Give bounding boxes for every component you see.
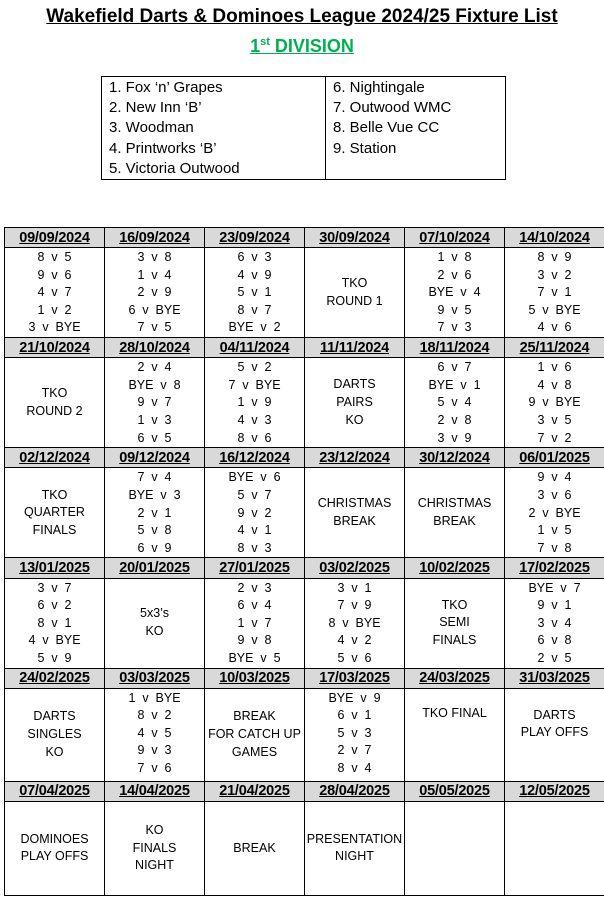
fixture-date: 03/03/2025 <box>105 668 205 688</box>
fixture-note: FOR CATCH UP <box>208 726 301 741</box>
fixture-note: TKO <box>341 275 368 290</box>
match-pairing: 1 v 8 <box>437 250 472 265</box>
fixture-row <box>5 688 604 781</box>
match-pairing: 2 v 7 <box>337 743 372 758</box>
match-pairing: 3 v 5 <box>537 412 572 427</box>
fixture-date: 18/11/2024 <box>405 338 505 358</box>
date-row <box>5 228 604 248</box>
fixture-note: CHRISTMAS <box>417 496 492 511</box>
fixture-date: 02/12/2024 <box>5 448 105 468</box>
fixture-note: 5x3’s <box>140 606 169 621</box>
fixture-date: 13/01/2025 <box>5 558 105 578</box>
match-pairing: 9 v 7 <box>137 395 172 410</box>
fixture-date: 03/02/2025 <box>305 558 405 578</box>
fixture-date: 09/12/2024 <box>105 448 205 468</box>
match-pairing: 2 v 9 <box>137 285 172 300</box>
match-pairing: 4 v 6 <box>537 320 572 335</box>
fixture-cell <box>405 688 505 781</box>
fixture-date: 11/11/2024 <box>305 338 405 358</box>
fixture-cell <box>405 801 505 895</box>
fixture-cell <box>305 358 405 448</box>
match-pairing: 5 v 6 <box>337 650 372 665</box>
fixture-note: DARTS <box>533 707 576 722</box>
match-pairing: 6 v 1 <box>337 708 372 723</box>
match-pairing: 2 v 5 <box>537 650 572 665</box>
division-heading <box>0 36 604 57</box>
fixture-cell <box>305 688 405 781</box>
fixture-date: 14/10/2024 <box>505 228 604 248</box>
match-pairing: 4 v BYE <box>28 633 81 648</box>
match-pairing: 2 v 8 <box>437 412 472 427</box>
team-item: 4. Printworks ‘B’ <box>109 139 217 157</box>
match-pairing: 4 v 1 <box>237 523 272 538</box>
match-pairing: 5 v 3 <box>337 725 372 740</box>
fixture-cell <box>505 248 604 338</box>
match-pairing: 8 v 5 <box>37 250 72 265</box>
fixture-note: FINALS <box>132 840 177 855</box>
match-pairing: 3 v 9 <box>437 430 472 445</box>
fixture-cell <box>405 248 505 338</box>
match-pairing: 6 v BYE <box>128 302 181 317</box>
fixture-date: 14/04/2025 <box>105 781 205 801</box>
date-row <box>5 558 604 578</box>
fixture-note: KO <box>145 823 164 838</box>
fixture-date: 30/12/2024 <box>405 448 505 468</box>
match-pairing: 8 v 6 <box>237 430 272 445</box>
match-pairing: 8 v BYE <box>328 615 381 630</box>
fixture-date: 28/04/2025 <box>305 781 405 801</box>
match-pairing: 3 v 2 <box>537 267 572 282</box>
fixture-date: 12/05/2025 <box>505 781 604 801</box>
match-pairing: 4 v 3 <box>237 412 272 427</box>
match-pairing: BYE v 7 <box>528 580 581 595</box>
fixture-date: 23/12/2024 <box>305 448 405 468</box>
fixture-note: KO <box>145 624 164 639</box>
match-pairing: 3 v BYE <box>28 320 81 335</box>
match-pairing: 9 v 1 <box>537 598 572 613</box>
date-row <box>5 448 604 468</box>
match-pairing: 2 v 4 <box>137 360 172 375</box>
match-pairing: 8 v 9 <box>537 250 572 265</box>
match-pairing: 1 v 6 <box>537 360 572 375</box>
fixture-note: QUARTER <box>24 505 85 520</box>
fixture-cell <box>405 578 505 668</box>
match-pairing: BYE v 1 <box>428 377 481 392</box>
fixture-note: DARTS <box>33 709 76 724</box>
fixture-note: KO <box>45 744 64 759</box>
match-pairing: 5 v 1 <box>237 285 272 300</box>
match-pairing: 5 v BYE <box>528 302 581 317</box>
match-pairing: 5 v 4 <box>437 395 472 410</box>
match-pairing: 1 v 4 <box>137 267 172 282</box>
fixture-cell <box>305 248 405 338</box>
match-pairing: 7 v 1 <box>537 285 572 300</box>
match-pairing: 4 v 8 <box>537 377 572 392</box>
fixture-date: 27/01/2025 <box>205 558 305 578</box>
match-pairing: 3 v 6 <box>537 487 572 502</box>
match-pairing: 1 v BYE <box>128 690 181 705</box>
fixture-date: 17/03/2025 <box>305 668 405 688</box>
match-pairing: 9 v 3 <box>137 743 172 758</box>
match-pairing: 3 v 4 <box>537 615 572 630</box>
fixture-note: FINALS <box>32 522 77 537</box>
match-pairing: 6 v 2 <box>37 598 72 613</box>
fixture-cell <box>505 688 604 781</box>
teams-table <box>101 76 506 180</box>
match-pairing: 7 v 4 <box>137 470 172 485</box>
match-pairing: 9 v 6 <box>37 267 72 282</box>
fixture-cell <box>205 358 305 448</box>
fixture-date: 10/02/2025 <box>405 558 505 578</box>
match-pairing: 3 v 8 <box>137 250 172 265</box>
fixture-note: BREAK <box>233 709 276 724</box>
fixture-cell <box>205 578 305 668</box>
fixture-cell <box>105 248 205 338</box>
date-row <box>5 338 604 358</box>
match-pairing: 5 v 2 <box>237 360 272 375</box>
fixture-date: 28/10/2024 <box>105 338 205 358</box>
match-pairing: BYE v 2 <box>228 320 281 335</box>
fixture-cell <box>305 468 405 558</box>
match-pairing: 4 v 9 <box>237 267 272 282</box>
fixture-row <box>5 358 604 448</box>
match-pairing: 9 v 8 <box>237 633 272 648</box>
match-pairing: 1 v 5 <box>537 523 572 538</box>
division-ordinal-suffix: st <box>260 36 270 48</box>
fixture-date: 07/04/2025 <box>5 781 105 801</box>
match-pairing: 8 v 3 <box>237 540 272 555</box>
match-pairing: 2 v 6 <box>437 267 472 282</box>
match-pairing: 7 v 2 <box>537 430 572 445</box>
match-pairing: 6 v 7 <box>437 360 472 375</box>
match-pairing: 7 v 5 <box>137 320 172 335</box>
match-pairing: BYE v 3 <box>128 487 181 502</box>
match-pairing: 7 v 8 <box>537 540 572 555</box>
match-pairing: 8 v 4 <box>337 761 372 776</box>
fixture-date: 10/03/2025 <box>205 668 305 688</box>
division-ordinal: 1 <box>250 36 261 56</box>
team-item: 9. Station <box>333 139 397 157</box>
fixture-note: ROUND 1 <box>326 293 383 308</box>
match-pairing: BYE v 9 <box>328 690 381 705</box>
fixture-note: PAIRS <box>336 394 373 409</box>
fixture-note: ROUND 2 <box>26 403 83 418</box>
fixture-note: GAMES <box>231 744 278 759</box>
fixture-note: BREAK <box>433 513 476 528</box>
match-pairing: 6 v 5 <box>137 430 172 445</box>
fixture-date: 06/01/2025 <box>505 448 604 468</box>
fixture-date: 20/01/2025 <box>105 558 205 578</box>
page-title: Wakefield Darts & Dominoes League 2024/25 Fixture List <box>46 6 558 27</box>
match-pairing: 4 v 2 <box>337 633 372 648</box>
fixture-cell <box>405 358 505 448</box>
fixture-cell <box>105 468 205 558</box>
fixture-cell <box>5 248 105 338</box>
team-item: 3. Woodman <box>109 119 194 137</box>
fixture-date: 09/09/2024 <box>5 228 105 248</box>
teams-left-column <box>102 77 326 180</box>
fixture-cell <box>305 578 405 668</box>
team-item: 5. Victoria Outwood <box>109 159 240 177</box>
fixture-cell <box>205 801 305 895</box>
match-pairing: 7 v 3 <box>437 320 472 335</box>
fixture-note: TKO <box>441 597 468 612</box>
fixture-cell <box>505 801 604 895</box>
match-pairing: BYE v 4 <box>428 285 481 300</box>
match-pairing: 2 v 1 <box>137 505 172 520</box>
match-pairing: 9 v 5 <box>437 302 472 317</box>
fixture-note: PLAY OFFS <box>520 725 589 740</box>
match-pairing: 6 v 3 <box>237 250 272 265</box>
match-pairing: BYE v 6 <box>228 470 281 485</box>
match-pairing: 1 v 3 <box>137 412 172 427</box>
fixture-cell <box>105 358 205 448</box>
fixture-date: 30/09/2024 <box>305 228 405 248</box>
fixture-cell <box>105 801 205 895</box>
fixture-cell <box>5 578 105 668</box>
fixture-cell <box>305 801 405 895</box>
fixture-cell <box>5 358 105 448</box>
fixture-date: 23/09/2024 <box>205 228 305 248</box>
fixture-note: TKO FINAL <box>422 705 487 720</box>
match-pairing: 8 v 7 <box>237 302 272 317</box>
fixture-date: 16/12/2024 <box>205 448 305 468</box>
fixture-cell <box>505 358 604 448</box>
fixture-date: 07/10/2024 <box>405 228 505 248</box>
fixture-cell <box>5 801 105 895</box>
fixture-note: NIGHT <box>335 849 374 864</box>
fixture-cell <box>405 468 505 558</box>
fixture-cell <box>105 688 205 781</box>
team-item: 8. Belle Vue CC <box>333 119 440 137</box>
match-pairing: 8 v 1 <box>37 615 72 630</box>
match-pairing: 1 v 7 <box>237 615 272 630</box>
fixture-row <box>5 248 604 338</box>
match-pairing: 6 v 8 <box>537 633 572 648</box>
fixture-note: SEMI <box>439 615 470 630</box>
fixture-cell <box>505 578 604 668</box>
match-pairing: 6 v 9 <box>137 540 172 555</box>
match-pairing: 9 v 2 <box>237 505 272 520</box>
team-item: 7. Outwood WMC <box>333 99 452 117</box>
match-pairing: 5 v 7 <box>237 487 272 502</box>
fixture-row <box>5 578 604 668</box>
team-item: 6. Nightingale <box>333 79 425 96</box>
match-pairing: BYE v 8 <box>128 377 181 392</box>
fixture-date: 21/04/2025 <box>205 781 305 801</box>
team-item: 2. New Inn ‘B’ <box>109 99 202 117</box>
fixture-cell <box>5 468 105 558</box>
fixture-cell <box>205 248 305 338</box>
fixture-note: TKO <box>41 487 68 502</box>
fixture-cell <box>205 468 305 558</box>
match-pairing: 1 v 2 <box>37 302 72 317</box>
fixture-date: 25/11/2024 <box>505 338 604 358</box>
fixture-date: 17/02/2025 <box>505 558 604 578</box>
match-pairing: 3 v 1 <box>337 580 372 595</box>
match-pairing: 6 v 4 <box>237 598 272 613</box>
match-pairing: 7 v 6 <box>137 761 172 776</box>
date-row <box>5 668 604 688</box>
fixture-date: 24/03/2025 <box>405 668 505 688</box>
fixture-note: KO <box>345 412 364 427</box>
match-pairing: 7 v 9 <box>337 598 372 613</box>
fixture-note: DOMINOES <box>20 831 89 846</box>
fixture-row <box>5 468 604 558</box>
fixture-cell <box>205 688 305 781</box>
fixture-cell <box>105 578 205 668</box>
fixture-note: BREAK <box>233 840 276 855</box>
match-pairing: 1 v 9 <box>237 395 272 410</box>
fixture-note: NIGHT <box>135 858 174 873</box>
fixture-date: 24/02/2025 <box>5 668 105 688</box>
match-pairing: 5 v 8 <box>137 523 172 538</box>
teams-right-column <box>326 77 506 180</box>
match-pairing: 8 v 2 <box>137 708 172 723</box>
match-pairing: 5 v 9 <box>37 650 72 665</box>
match-pairing: 2 v 3 <box>237 580 272 595</box>
match-pairing: 2 v BYE <box>528 505 581 520</box>
fixture-note: SINGLES <box>27 726 82 741</box>
match-pairing: 4 v 7 <box>37 285 72 300</box>
match-pairing: 7 v BYE <box>228 377 281 392</box>
match-pairing: 9 v 4 <box>537 470 572 485</box>
match-pairing: 9 v BYE <box>528 395 581 410</box>
fixture-date: 21/10/2024 <box>5 338 105 358</box>
fixture-date: 31/03/2025 <box>505 668 604 688</box>
fixture-cell <box>505 468 604 558</box>
fixtures-table <box>4 227 604 896</box>
fixture-note: FINALS <box>432 632 477 647</box>
fixture-note: DARTS <box>333 377 376 392</box>
match-pairing: BYE v 5 <box>228 650 281 665</box>
fixture-note: PLAY OFFS <box>20 849 89 864</box>
fixture-note: BREAK <box>333 513 376 528</box>
fixture-note: PRESENTATION <box>306 831 403 846</box>
fixture-cell <box>5 688 105 781</box>
date-row <box>5 781 604 801</box>
fixture-date: 04/11/2024 <box>205 338 305 358</box>
fixture-row <box>5 801 604 895</box>
division-label: DIVISION <box>269 36 354 56</box>
fixture-date: 16/09/2024 <box>105 228 205 248</box>
fixture-note: CHRISTMAS <box>317 496 392 511</box>
fixture-date: 05/05/2025 <box>405 781 505 801</box>
match-pairing: 4 v 5 <box>137 725 172 740</box>
match-pairing: 3 v 7 <box>37 580 72 595</box>
team-item: 1. Fox ‘n’ Grapes <box>109 79 223 96</box>
fixture-note: TKO <box>41 386 68 401</box>
